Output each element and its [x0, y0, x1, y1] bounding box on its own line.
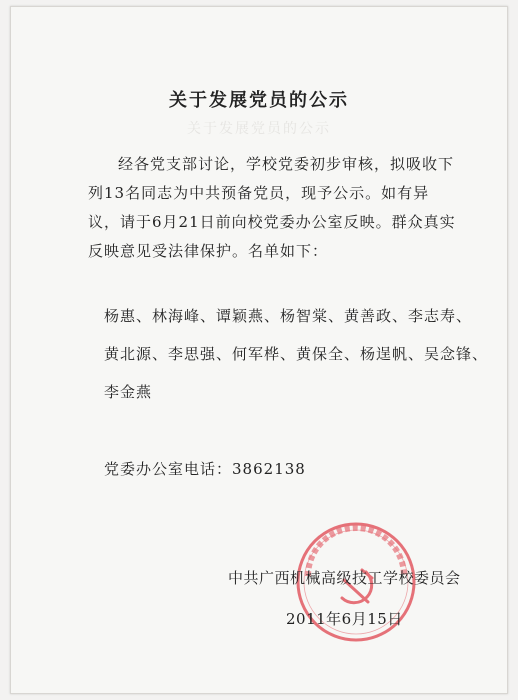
phone-number: 3862138: [232, 460, 306, 478]
candidate-list-line-2: 黄北源、李思强、何军桦、黄保全、杨逞帆、吴念锋、: [104, 345, 489, 363]
document-title: 关于发展党员的公示: [169, 90, 349, 111]
issuing-organization: 中共广西机械高级技工学校委员会: [228, 569, 461, 587]
candidate-list-line-3: 李金燕: [104, 383, 153, 401]
notice-body: 经各党支部讨论，学校党委初步审核，拟吸收下列13名同志为中共预备党员，现予公示。如有异议，请于6月21日前向校党委办公室反映。群众真实反映意见受法律保护。名单如下：: [88, 155, 456, 260]
contact-phone: [104, 458, 306, 479]
candidate-list-line-1: 杨惠、林海峰、谭颖燕、杨智棠、黄善政、李志寿、: [104, 307, 473, 325]
phone-label: 党委办公室电话：: [104, 460, 233, 478]
show-through-text: 关于发展党员的公示: [187, 121, 331, 137]
issue-date: 2011年6月15日: [286, 610, 403, 628]
